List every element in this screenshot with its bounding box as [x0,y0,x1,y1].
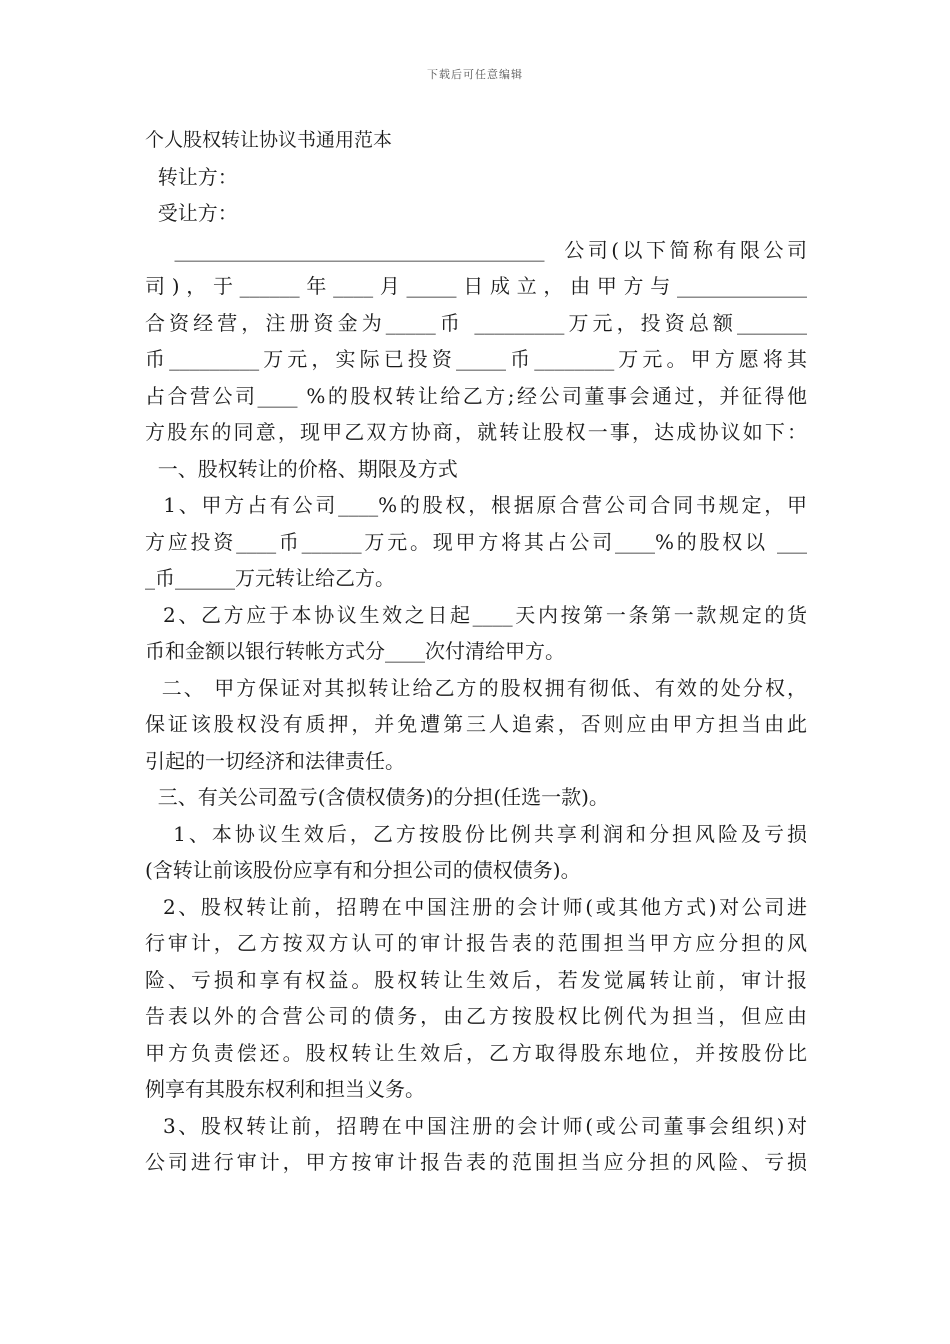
paragraph-line: 1、甲方占有公司____%的股权，根据原合营公司合同书规定，甲 [145,493,807,517]
paragraph-line: (含转让前该股份应享有和分担公司的债权债务)。 [145,858,581,882]
section-heading-3: 三、有关公司盈亏(含债权债务)的分担(任选一款)。 [145,785,609,809]
paragraph-line: 方股东的同意，现甲乙双方协商，就转让股权一事，达成协议如下： [145,420,807,444]
paragraph-line: 例享有其股东权利和担当义务。 [145,1077,425,1101]
paragraph-line: 引起的一切经济和法律责任。 [145,748,405,773]
document-title: 个人股权转让协议书通用范本 [145,129,393,151]
paragraph-line: 合资经营，注册资金为_____币 _________万元，投资总额_______ [145,310,807,335]
section-heading-1: 一、股权转让的价格、期限及方式 [145,456,458,481]
paragraph-line: 2、股权转让前，招聘在中国注册的会计师(或其他方式)对公司进 [145,894,807,919]
paragraph-line: 1、本协议生效后，乙方按股份比例共享利润和分担风险及亏损 [145,821,807,846]
paragraph-line: _币______万元转让给乙方。 [145,566,395,590]
paragraph-line: 告表以外的合营公司的债务，由乙方按股权比例代为担当，但应由 [145,1004,807,1028]
transferee-line: 受让方： [145,201,238,225]
paragraph-line: 币和金额以银行转帐方式分____次付清给甲方。 [145,639,565,663]
paragraph-line: 占合营公司____ %的股权转让给乙方;经公司董事会通过，并征得他 [145,383,807,408]
paragraph-line: 险、亏损和享有权益。股权转让生效后，若发觉属转让前，审计报 [145,967,807,992]
paragraph-line: 甲方负责偿还。股权转让生效后，乙方取得股东地位，并按股份比 [145,1040,807,1065]
paragraph-line: _____________________________________ 公司(以下简称有限公司 [145,237,807,262]
paragraph-line: 2、乙方应于本协议生效之日起____天内按第一条第一款规定的货 [145,602,807,627]
page-header-note: 下载后可任意编辑 [427,68,523,81]
transferor-line: 转让方： [145,164,238,189]
paragraph-line: 币_________万元，实际已投资_____币________万元。甲方愿将其 [145,347,807,371]
paragraph-line: 保证该股权没有质押，并免遭第三人追索，否则应由甲方担当由此 [145,712,807,736]
document-body [145,122,807,1181]
paragraph-line: 司)，于______年____月_____日成立，由甲方与_____________ [145,274,807,298]
paragraph-line: 行审计，乙方按双方认可的审计报告表的范围担当甲方应分担的风 [145,931,807,955]
paragraph-line: 3、股权转让前，招聘在中国注册的会计师(或公司董事会组织)对 [145,1113,807,1138]
paragraph-line: 方应投资____币______万元。现甲方将其占公司____%的股权以 ___ [145,529,807,554]
paragraph-line: 公司进行审计，甲方按审计报告表的范围担当应分担的风险、亏损 [145,1150,807,1174]
section-heading-2: 二、 甲方保证对其拟转让给乙方的股权拥有彻低、有效的处分权， [145,675,807,700]
